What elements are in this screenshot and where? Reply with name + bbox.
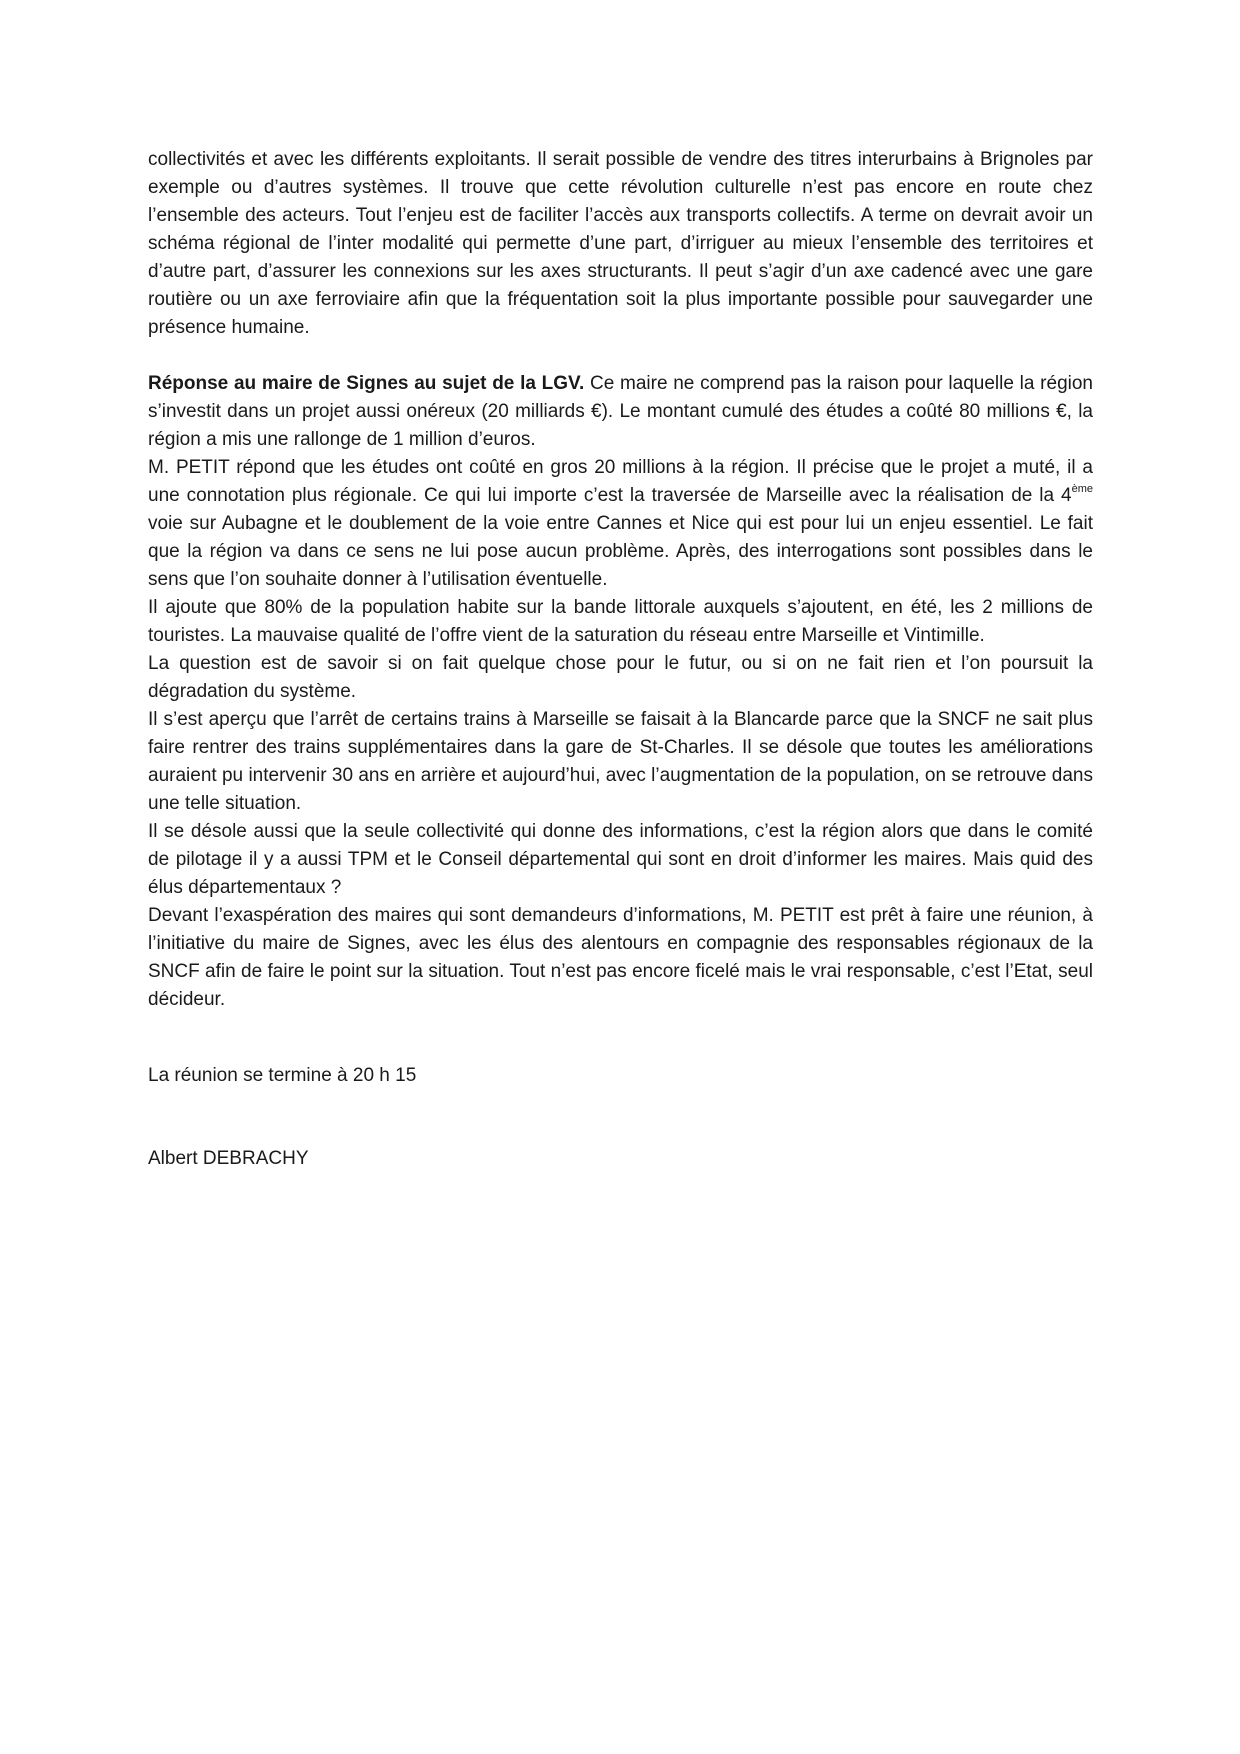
reponse-heading: Réponse au maire de Signes au sujet de la LGV. xyxy=(148,373,585,394)
signature-section xyxy=(148,1145,1093,1173)
reponse-section xyxy=(148,370,1093,1014)
reponse-lead-text: Ce maire ne comprend pas la raison pour laquelle la région s’investit dans un projet aussi onéreux (20 milliards €). Le montant cumulé des études a coûté 80 millions €, la région a mis une rallonge de 1 million d’euros. xyxy=(148,373,1093,450)
reponse-p2-after: voie sur Aubagne et le doublement de la voie entre Cannes et Nice qui est pour lui un enjeu essentiel. Le fait que la région va dans ce sens ne lui pose aucun problème. Après, des interrogations sont possibles dans le sens que l’on souhaite donner à l’utilisation éventuelle. xyxy=(148,513,1093,590)
reponse-paragraph-2 xyxy=(148,454,1093,594)
intro-section xyxy=(148,146,1093,342)
reponse-paragraph-3: Il ajoute que 80% de la population habite sur la bande littorale auxquels s’ajoutent, en été, les 2 millions de touristes. La mauvaise qualité de l’offre vient de la saturation du réseau entre Marseille et Vintimille. xyxy=(148,597,1093,646)
reponse-p2-before: M. PETIT répond que les études ont coûté en gros 20 millions à la région. Il précise que le projet a muté, il a une connotation plus régionale. Ce qui lui importe c’est la traversée de Marseille avec la réalisation de la 4 xyxy=(148,457,1093,506)
reponse-paragraph-5: Il s’est aperçu que l’arrêt de certains trains à Marseille se faisait à la Blancarde parce que la SNCF ne sait plus faire rentrer des trains supplémentaires dans la gare de St-Charles. Il se désole que toutes les améliorations auraient pu intervenir 30 ans en arrière et aujourd’hui, avec l’augmentation de la population, on se retrouve dans une telle situation. xyxy=(148,709,1093,814)
ordinal-superscript: ème xyxy=(1071,483,1093,495)
reponse-paragraph-4: La question est de savoir si on fait quelque chose pour le futur, ou si on ne fait rien et l’on poursuit la dégradation du système. xyxy=(148,653,1093,702)
reponse-paragraph-1 xyxy=(148,370,1093,454)
intro-paragraph: collectivités et avec les différents exploitants. Il serait possible de vendre des titres interurbains à Brignoles par exemple ou d’autres systèmes. Il trouve que cette révolution culturelle n’est pas encore en route chez l’ensemble des acteurs. Tout l’enjeu est de faciliter l’accès aux transports collectifs. A terme on devrait avoir un schéma régional de l’inter modalité qui permette d’une part, d’irriguer au mieux l’ensemble des territoires et d’autre part, d’assurer les connexions sur les axes structurants. Il peut s’agir d’un axe cadencé avec une gare routière ou un axe ferroviaire afin que la fréquentation soit la plus importante possible pour sauvegarder une présence humaine. xyxy=(148,149,1093,338)
reponse-paragraph-7: Devant l’exaspération des maires qui sont demandeurs d’informations, M. PETIT est prêt à faire une réunion, à l’initiative du maire de Signes, avec les élus des alentours en compagnie des responsables régionaux de la SNCF afin de faire le point sur la situation. Tout n’est pas encore ficelé mais le vrai responsable, c’est l’Etat, seul décideur. xyxy=(148,905,1093,1010)
signature-name: Albert DEBRACHY xyxy=(148,1148,309,1169)
reponse-paragraph-6: Il se désole aussi que la seule collectivité qui donne des informations, c’est la région alors que dans le comité de pilotage il y a aussi TPM et le Conseil départemental qui sont en droit d’informer les maires. Mais quid des élus départementaux ? xyxy=(148,821,1093,898)
closing-section xyxy=(148,1062,1093,1090)
closing-line: La réunion se termine à 20 h 15 xyxy=(148,1065,417,1086)
